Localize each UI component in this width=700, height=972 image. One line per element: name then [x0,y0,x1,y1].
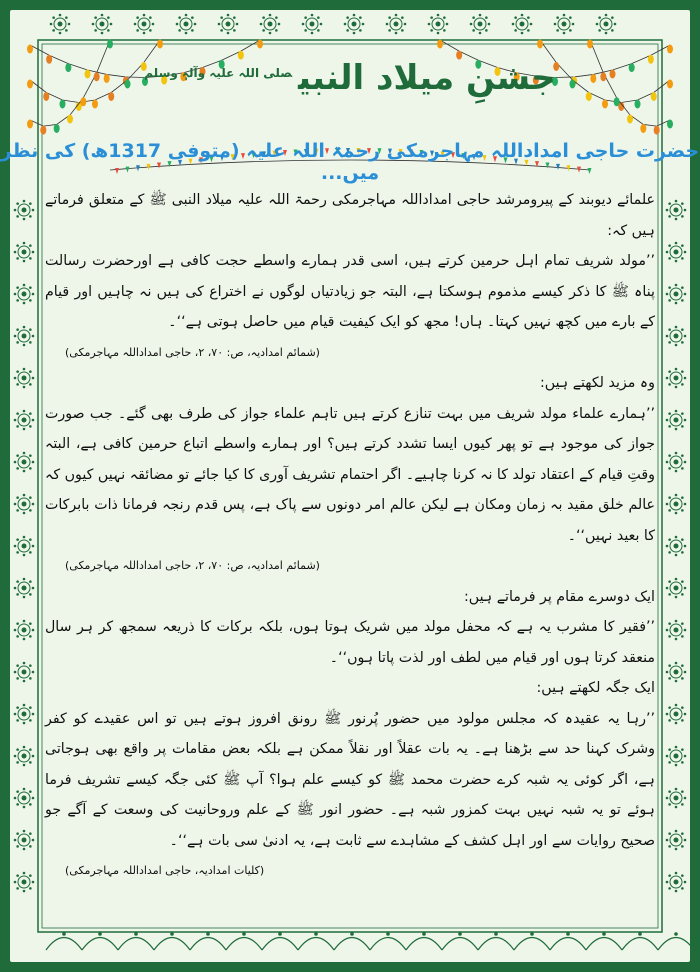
light-bulb [27,120,33,129]
border-rosette [14,872,35,893]
border-rosette [14,788,35,809]
light-bulb [587,40,593,49]
paragraph-intro: علمائے دیوبند کے پیرومرشد حاجی امداداللہ مہاجرمکی رحمۃ اللہ علیہ میلاد النبی ﷺ کے متعلق فرماتے ہیں کہ: [45,192,655,239]
paragraph-heading-2: وہ مزید لکھتے ہیں: [540,375,655,391]
border-rosette [596,14,617,35]
light-bulb [80,97,86,106]
bottom-arches [46,932,694,950]
reference-3: (کلیات امدادیہ، حاجی امداداللہ مہاجرمکی) [65,864,265,877]
light-bulb [654,126,660,135]
border-rosette [134,14,155,35]
border-rosette [14,578,35,599]
border-rosette [14,284,35,305]
light-bulb [614,97,620,106]
border-rosette [14,662,35,683]
border-rosette [512,14,533,35]
light-bulb [640,124,646,133]
light-bulb [667,120,673,129]
border-rosette [218,14,239,35]
reference-1: (شمائم امدادیہ، ص: ۷۰، ۲، حاجی امداداللہ مہاجرمکی) [65,345,320,359]
border-rosette [260,14,281,35]
border-rosette [14,830,35,851]
honorific-text: صلی اللہ علیہ وآلہٖ وسلم [144,65,293,80]
paragraph-quote-4: ’’رہا یہ عقیدہ کہ مجلس مولود میں حضور پُرنور ﷺ رونق افروز ہوتے ہیں تو اس عقیدے کو کفر وشرک کہنا حد سے بڑھنا ہے۔ یہ بات عقلاً اور نقلاً ممکن ہے بلکہ بعض مقامات پر واقع بھی ہوجاتی ہے، اگر کوئی یہ شبہ کرے حضرت محمد ﷺ کو کیسے علم ہوا؟ آپ ﷺ کئی جگہ کیسے تشریف فرما ہوئے تو یہ شبہ نہیں بہت کمزور شبہ ہے۔ حضور انور ﷺ کے علم وروحانیت کی وسعت کے آگے جو صحیح روایات سے اور اہل کشف کے مشاہدے سے ثابت ہے، یہ ادنیٰ سی بات ہے‘‘۔ [45,710,655,849]
page-subtitle: حضرت حاجی امداداللہ مہاجرمکی رحمۃ اللہ علیہ (متوفی 1317ھ) کی نظر میں... [0,140,700,184]
light-bulb [54,124,60,133]
border-rosette [666,494,687,515]
border-rosette [666,368,687,389]
light-bulb [602,100,608,109]
light-bulb [537,40,543,49]
border-rosette [666,536,687,557]
border-rosette [14,536,35,557]
border-rosette [666,200,687,221]
light-bulb [60,100,66,109]
border-rosette [666,242,687,263]
border-rosette [666,452,687,473]
border-rosette [386,14,407,35]
light-bulb [67,115,73,124]
light-bulb [92,100,98,109]
border-rosette [14,494,35,515]
border-rosette [666,830,687,851]
paragraph-quote-3: ’’فقیر کا مشرب یہ ہے کہ محفل مولد میں شریک ہوتا ہوں، بلکہ برکات کا ذریعہ سمجھ کر ہر سال منعقد کرتا ہوں اور قیام میں لطف اور لذت پاتا ہوں‘‘۔ [45,619,655,666]
border-rosette [666,788,687,809]
border-rosette [666,746,687,767]
border-rosette [666,284,687,305]
border-rosette [428,14,449,35]
border-rosette [14,410,35,431]
border-rosette [14,746,35,767]
paragraph-quote-2: ’’ہمارے علماء مولد شریف میں بہت تنازع کرتے ہیں تاہم علماء جواز کی طرف بھی گئے۔ جب صورت جواز کی موجود ہے تو پھر کیوں ایسا تشدد کرتے ہیں؟ اور ہمارے واسطے اتباع حرمین کافی ہے، البتہ وقتِ قیام کے اعتقاد تولد کا نہ کرنا چاہیے۔ اگر احتمام تشریف آوری کا کیا جائے تو مضائقہ نہیں کیوں کہ عالم خلق مقید بہ زمان ومکان ہے لیکن عالم امر دونوں سے پاک ہے، پس قدم رنجہ فرمانا ذات بابرکات کا بعید نہیں‘‘۔ [45,405,655,544]
border-rosette [14,704,35,725]
page-title [0,58,700,98]
light-bulb [40,126,46,135]
border-rosette [666,620,687,641]
border-rosette [14,368,35,389]
light-bulb [635,100,641,109]
border-rosette [666,410,687,431]
light-bulb [107,40,113,49]
border-rosette [666,578,687,599]
border-rosette [14,620,35,641]
light-bulb [627,115,633,124]
border-rosette [14,326,35,347]
border-rosette [50,14,71,35]
light-bulb [257,40,263,49]
border-rosette [666,326,687,347]
border-rosette [554,14,575,35]
light-bulb [27,45,33,54]
border-rosette [176,14,197,35]
light-bulb [437,40,443,49]
light-bulb [157,40,163,49]
light-bulb [667,45,673,54]
paragraph-quote-1: ’’مولد شریف تمام اہل حرمین کرتے ہیں، اسی قدر ہمارے واسطے حجت کافی ہے اورحضرت رسالت پناہ ﷺ کا ذکر کیسے مذموم ہوسکتا ہے، البتہ جو زیادتیاں لوگوں نے اختراع کی ہیں نہ چاہیں اور قیام کے بارے میں کچھ نہیں کہتا۔ ہاں! مجھ کو ایک کیفیت قیام میں حاصل ہوتی ہے‘‘۔ [45,253,655,330]
title-text: جشنِ میلاد النبی [298,58,556,98]
border-rosette [92,14,113,35]
border-rosette [344,14,365,35]
border-rosette [14,200,35,221]
border-rosette [302,14,323,35]
border-rosette [470,14,491,35]
article-body [45,185,655,887]
reference-2: (شمائم امدادیہ، ص: ۷۰، ۲، حاجی امداداللہ مہاجرمکی) [65,559,320,572]
border-rosette [14,452,35,473]
border-rosette [666,704,687,725]
paragraph-heading-4: ایک جگہ لکھتے ہیں: [536,680,655,696]
border-rosette [14,242,35,263]
border-rosette [666,872,687,893]
border-rosette [666,662,687,683]
paragraph-heading-3: ایک دوسرے مقام پر فرماتے ہیں: [464,588,655,605]
